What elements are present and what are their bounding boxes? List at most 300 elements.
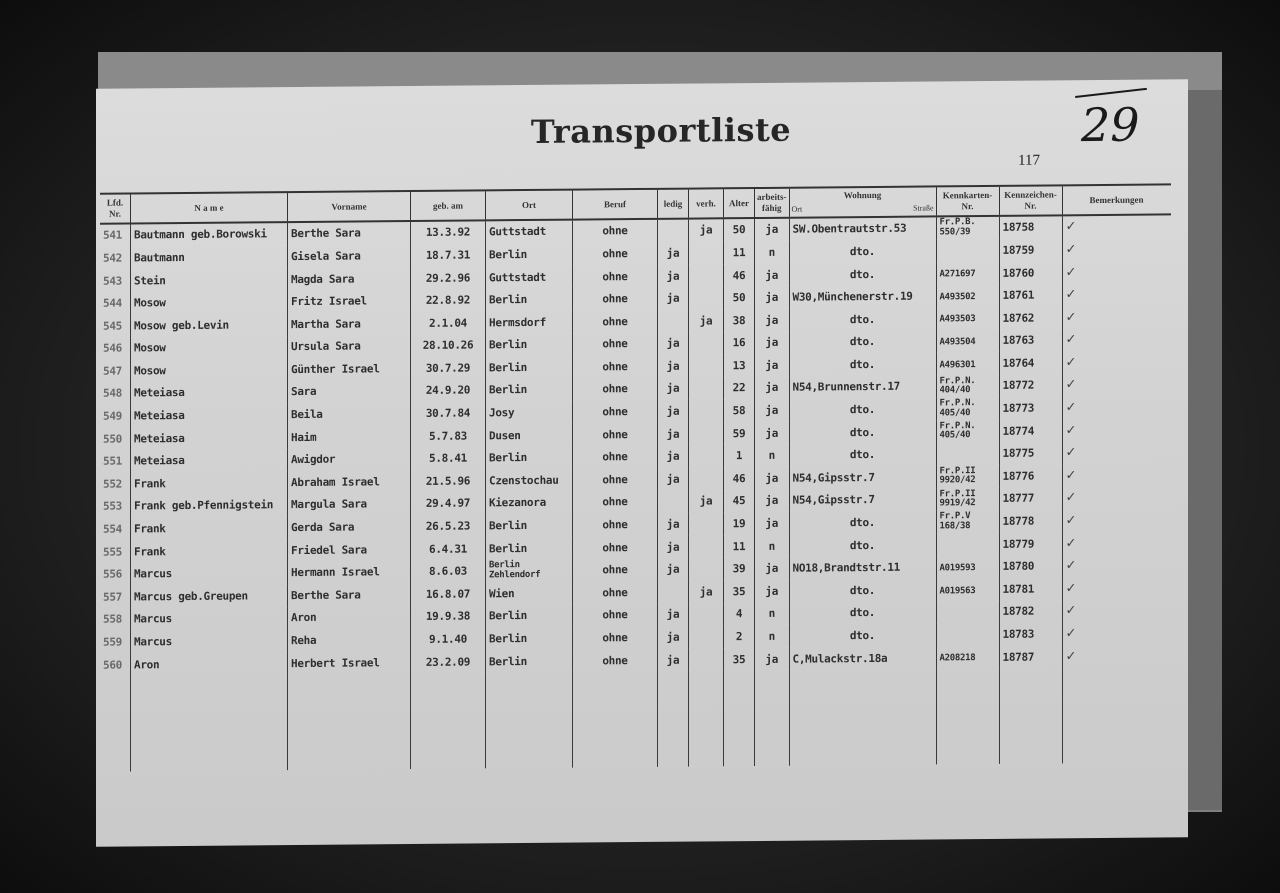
cell-alter-text: 38 (732, 313, 746, 327)
cell-verh-text: ja (699, 223, 713, 237)
cell-kennkarte (936, 442, 999, 465)
cell-arbeit-text: n (768, 245, 775, 259)
cell-kennkarte (936, 533, 999, 556)
blank-cell (100, 676, 131, 772)
cell-vorname (288, 357, 411, 381)
cell-verh (689, 400, 724, 423)
cell-beruf-text: ohne (602, 292, 628, 306)
cell-bem-text: ✓ (1065, 242, 1077, 258)
cell-wohnung (789, 307, 936, 331)
cell-wohnung-text: dto. (849, 425, 876, 439)
cell-vorname (288, 402, 411, 426)
cell-beruf (573, 581, 658, 604)
cell-ledig (658, 603, 689, 626)
cell-arbeit (755, 625, 790, 648)
cell-wohnung (789, 330, 936, 354)
cell-bem-text: ✓ (1065, 513, 1077, 529)
cell-kennzeichen (999, 532, 1062, 555)
cell-name (131, 358, 288, 382)
cell-geb (411, 515, 486, 538)
cell-alter (724, 603, 755, 626)
cell-bem (1062, 599, 1171, 623)
cell-name-text: Marcus geb.Greupen (134, 589, 248, 604)
cell-kennkarte (936, 397, 999, 420)
cell-alter-text: 50 (732, 223, 746, 237)
cell-kennzeichen (999, 374, 1062, 397)
cell-arbeit-text: ja (765, 336, 779, 350)
cell-nr-text: 554 (103, 522, 122, 536)
cell-bem-text: ✓ (1065, 422, 1077, 438)
cell-ort-text: Berlin (489, 632, 527, 646)
cell-arbeit (755, 535, 790, 558)
cell-vorname (288, 493, 411, 517)
cell-wohnung (789, 420, 936, 444)
cell-ledig (658, 400, 689, 423)
cell-alter-text: 35 (732, 652, 746, 666)
cell-ort (486, 219, 573, 243)
cell-ort (486, 536, 573, 559)
cell-arbeit (755, 648, 790, 671)
cell-ledig (658, 287, 689, 310)
cell-wohnung (789, 443, 936, 467)
cell-geb (411, 356, 486, 379)
cell-bem (1062, 350, 1171, 374)
cell-verh-text: ja (699, 314, 713, 328)
cell-name (131, 494, 288, 518)
cell-bem (1062, 644, 1171, 668)
cell-vorname-text: Gerda Sara (291, 520, 355, 535)
cell-verh (689, 287, 724, 310)
cell-ledig (658, 535, 689, 558)
col-header-ort: Ort (486, 190, 573, 220)
cell-wohnung (789, 285, 936, 309)
cell-nr (100, 563, 131, 586)
cell-geb-text: 30.7.84 (425, 406, 471, 420)
cell-arbeit (755, 241, 790, 264)
cell-geb-text: 19.9.38 (425, 609, 471, 624)
cell-arbeit-text: ja (765, 516, 779, 530)
cell-geb (411, 447, 486, 470)
cell-vorname-text: Fritz Israel (291, 294, 367, 309)
col-header-kennkarten: Kennkarten-Nr. (936, 186, 999, 216)
cell-geb-text: 13.3.92 (425, 225, 471, 240)
cell-vorname (288, 628, 411, 652)
cell-wohnung (789, 624, 936, 648)
cell-verh (689, 241, 724, 264)
cell-kennzeichen-text: 18773 (1002, 401, 1035, 415)
cell-kennzeichen (999, 397, 1062, 420)
cell-arbeit (755, 512, 790, 535)
blank-cell (789, 669, 936, 766)
cell-ledig (658, 648, 689, 671)
cell-arbeit-text: ja (765, 426, 779, 440)
cell-ort-text: Berlin (489, 293, 527, 307)
cell-alter-text: 58 (732, 404, 746, 418)
cell-ort-text: Hermsdorf (489, 315, 546, 330)
cell-wohnung (789, 511, 936, 535)
cell-ort-text: Berlin (489, 541, 527, 555)
cell-geb-text: 30.7.29 (425, 361, 471, 375)
cell-name (131, 539, 288, 563)
cell-wohnung (789, 375, 936, 399)
cell-alter (724, 512, 755, 535)
cell-alter (724, 332, 755, 355)
wohnung-ort-label: Ort (791, 204, 803, 215)
cell-ledig-text: ja (666, 608, 680, 622)
cell-alter (724, 264, 755, 287)
cell-alter (724, 377, 755, 400)
cell-wohnung-text: dto. (849, 606, 876, 620)
cell-ort (486, 401, 573, 424)
cell-kennkarte (936, 375, 999, 398)
cell-name-text: Mosow (134, 364, 166, 378)
cell-ledig-text: ja (666, 540, 680, 554)
cell-verh (689, 467, 724, 490)
cell-beruf (573, 491, 658, 514)
cell-geb-text: 16.8.07 (425, 587, 471, 601)
cell-ledig-text: ja (666, 562, 680, 577)
cell-kennzeichen (999, 261, 1062, 284)
cell-nr (100, 585, 131, 608)
cell-ledig-text: ja (666, 427, 680, 441)
transport-table (100, 183, 1171, 772)
cell-kennkarte (936, 215, 999, 239)
cell-alter-text: 22 (732, 381, 746, 395)
cell-kennzeichen-text: 18787 (1002, 650, 1035, 664)
cell-wohnung-text: dto. (849, 583, 876, 598)
cell-wohnung-text: N54,Brunnenstr.17 (792, 380, 900, 395)
cell-arbeit (755, 489, 790, 512)
cell-ledig (658, 242, 689, 265)
cell-verh (689, 377, 724, 400)
cell-kennzeichen (999, 442, 1062, 465)
cell-kennkarte-text: Fr.P.N. 405/40 (939, 420, 976, 441)
cell-nr (100, 540, 131, 563)
page-number: 117 (1018, 152, 1040, 169)
cell-beruf (573, 400, 658, 423)
cell-kennkarte (936, 465, 999, 488)
col-header-wohnung (789, 186, 936, 217)
cell-nr-text: 544 (103, 296, 122, 310)
cell-ort (486, 333, 573, 356)
cell-vorname-text: Berthe Sara (291, 588, 361, 602)
cell-kennkarte (936, 646, 999, 669)
cell-name-text: Stein (134, 273, 166, 287)
cell-geb (411, 311, 486, 334)
cell-nr (100, 247, 131, 270)
cell-name (131, 584, 288, 608)
cell-ledig-text: ja (666, 359, 680, 373)
cell-kennzeichen-text: 18778 (1002, 514, 1035, 528)
cell-alter (724, 580, 755, 603)
cell-beruf (573, 378, 658, 401)
col-header-arbeit: arbeits-fähig (755, 188, 790, 218)
cell-geb (411, 469, 486, 492)
cell-verh (689, 490, 724, 513)
col-header-kennzeichen: Kennzeichen-Nr. (999, 185, 1062, 215)
cell-ledig-text: ja (666, 291, 680, 305)
cell-vorname-text: Gisela Sara (291, 249, 361, 263)
cell-wohnung-text: NO18,Brandtstr.11 (792, 560, 900, 575)
cell-wohnung-text: W30,Münchenerstr.19 (792, 289, 913, 304)
cell-bem (1062, 238, 1171, 262)
cell-nr (100, 518, 131, 541)
cell-wohnung (789, 578, 936, 602)
cell-verh (689, 535, 724, 558)
cell-arbeit (755, 602, 790, 625)
cell-ort (486, 378, 573, 401)
cell-kennzeichen (999, 600, 1062, 623)
cell-ort-text: Wien (489, 586, 515, 601)
cell-bem-text: ✓ (1065, 264, 1077, 280)
cell-alter-text: 19 (732, 517, 746, 531)
cell-bem-text: ✓ (1065, 468, 1077, 484)
cell-kennkarte-text: Fr.P.B. 550/39 (939, 217, 976, 238)
cell-wohnung (789, 216, 936, 241)
table-blank-area (100, 667, 1171, 772)
cell-alter-text: 46 (732, 471, 746, 486)
cell-wohnung-text: SW.Obentrautstr.53 (792, 222, 907, 237)
cell-alter-text: 4 (735, 607, 743, 621)
cell-bem-text: ✓ (1065, 332, 1077, 348)
cell-vorname (288, 380, 411, 404)
cell-ledig (658, 422, 689, 445)
cell-nr (100, 223, 131, 247)
cell-wohnung-text: dto. (849, 335, 876, 349)
cell-vorname (288, 312, 411, 336)
col-header-beruf: Beruf (573, 189, 658, 219)
cell-wohnung (789, 353, 936, 377)
cell-bem (1062, 305, 1171, 329)
cell-arbeit (755, 422, 790, 445)
cell-name (131, 426, 288, 450)
cell-nr-text: 551 (103, 454, 122, 468)
cell-kennzeichen (999, 238, 1062, 261)
cell-bem-text: ✓ (1065, 377, 1077, 393)
cell-geb-text: 29.4.97 (425, 496, 471, 511)
cell-beruf (573, 242, 658, 265)
cell-nr (100, 269, 131, 292)
cell-wohnung-text: N54,Gipsstr.7 (792, 493, 875, 508)
cell-alter (724, 354, 755, 377)
cell-kennkarte-text: A493503 (939, 314, 976, 325)
cell-ort-text: Berlin (489, 451, 527, 465)
cell-name (131, 607, 288, 631)
cell-ledig-text: ja (666, 269, 680, 283)
cell-ort-text: Berlin (489, 609, 527, 623)
cell-wohnung-text: dto. (849, 628, 876, 643)
cell-nr (100, 314, 131, 337)
cell-ort-text: Guttstadt (489, 225, 546, 239)
cell-bem (1062, 328, 1171, 352)
cell-kennzeichen-text: 18759 (1002, 243, 1035, 257)
cell-bem-text: ✓ (1065, 490, 1077, 506)
cell-bem (1062, 373, 1171, 397)
cell-vorname-text: Reha (291, 633, 317, 648)
cell-kennzeichen-text: 18760 (1002, 266, 1035, 280)
cell-bem (1062, 396, 1171, 420)
cell-geb (411, 266, 486, 289)
cell-bem (1062, 441, 1171, 465)
cell-wohnung-text: dto. (849, 403, 876, 417)
document-page (96, 79, 1188, 847)
cell-kennzeichen (999, 215, 1062, 239)
cell-bem (1062, 418, 1171, 442)
cell-wohnung-text: C,Mulackstr.18a (792, 651, 888, 666)
cell-verh (689, 558, 724, 581)
cell-kennzeichen (999, 577, 1062, 600)
cell-bem (1062, 463, 1171, 487)
cell-ledig (658, 310, 689, 333)
cell-ort-text: Berlin (489, 383, 527, 397)
cell-vorname (288, 267, 411, 291)
cell-ort (486, 491, 573, 514)
cell-arbeit-text: ja (765, 358, 779, 372)
cell-geb (411, 492, 486, 515)
cell-arbeit (755, 467, 790, 490)
cell-kennkarte (936, 578, 999, 601)
blank-cell (724, 670, 755, 766)
cell-geb (411, 650, 486, 673)
cell-ort-text: Berlin Zehlendorf (489, 560, 541, 581)
cell-vorname (288, 425, 411, 449)
cell-bem-text: ✓ (1065, 445, 1077, 461)
cell-bem (1062, 260, 1171, 284)
cell-ort (486, 265, 573, 288)
cell-vorname-text: Margula Sara (291, 497, 367, 512)
cell-name (131, 313, 288, 337)
col-header-nr: Lfd. Nr. (100, 193, 131, 223)
cell-name-text: Marcus (134, 567, 172, 581)
cell-beruf-text: ohne (602, 608, 628, 622)
cell-beruf-text: ohne (602, 450, 628, 464)
cell-nr-text: 557 (103, 590, 122, 604)
cell-name (131, 268, 288, 292)
cell-geb-text: 21.5.96 (425, 474, 471, 488)
cell-name-text: Meteiasa (134, 409, 185, 423)
cell-geb (411, 243, 486, 266)
cell-wohnung-text: dto. (849, 448, 876, 462)
cell-kennkarte (936, 329, 999, 352)
col-header-ledig: ledig (658, 189, 689, 219)
cell-nr-text: 546 (103, 341, 122, 356)
cell-kennkarte (936, 555, 999, 578)
cell-arbeit (755, 286, 790, 309)
cell-beruf-text: ohne (602, 585, 628, 600)
cell-nr-text: 549 (103, 409, 122, 423)
cell-nr-text: 543 (103, 274, 122, 288)
cell-bem-text: ✓ (1065, 648, 1077, 664)
cell-nr (100, 427, 131, 450)
cell-ort (486, 288, 573, 311)
cell-kennkarte (936, 239, 999, 262)
cell-beruf-text: ohne (602, 563, 628, 577)
cell-kennzeichen (999, 306, 1062, 329)
cell-alter (724, 625, 755, 648)
cell-verh (689, 580, 724, 603)
cell-arbeit-text: n (768, 607, 775, 621)
cell-arbeit (755, 309, 790, 332)
cell-beruf-text: ohne (602, 518, 628, 532)
cell-nr-text: 552 (103, 477, 122, 491)
cell-beruf (573, 445, 658, 468)
cell-beruf (573, 332, 658, 355)
cell-name-text: Frank (134, 477, 166, 491)
blank-cell (1062, 667, 1171, 764)
cell-nr-text: 548 (103, 387, 122, 401)
cell-arbeit-text: ja (765, 584, 779, 598)
cell-ledig (658, 332, 689, 355)
cell-ort-text: Dusen (489, 428, 521, 443)
cell-kennzeichen (999, 555, 1062, 578)
cell-ort-text: Kiezanora (489, 496, 546, 510)
cell-kennkarte-text: Fr.P.V 168/38 (939, 511, 971, 531)
cell-name-text: Bautmann (134, 250, 185, 265)
cell-ort (486, 311, 573, 334)
cell-alter (724, 399, 755, 422)
cell-vorname (288, 651, 411, 675)
cell-kennkarte-text: Fr.P.N. 405/40 (939, 398, 976, 418)
cell-geb-text: 22.8.92 (425, 293, 471, 307)
cell-nr (100, 360, 131, 383)
cell-alter-text: 59 (732, 426, 746, 440)
cell-nr (100, 631, 131, 654)
cell-beruf (573, 558, 658, 581)
cell-ledig-text: ja (666, 472, 680, 486)
cell-nr-text: 541 (103, 228, 122, 243)
cell-arbeit-text: ja (765, 268, 779, 282)
cell-wohnung (789, 465, 936, 489)
cell-geb (411, 537, 486, 560)
cell-ledig (658, 218, 689, 242)
cell-vorname-text: Friedel Sara (291, 543, 367, 557)
cell-bem-text: ✓ (1065, 287, 1077, 303)
cell-verh-text: ja (699, 585, 713, 599)
cell-geb-text: 8.6.03 (429, 564, 467, 579)
cell-verh-text: ja (699, 494, 713, 508)
cell-wohnung-text: dto. (849, 516, 876, 530)
cell-wohnung-text: dto. (849, 538, 876, 552)
cell-name-text: Mosow (134, 296, 166, 310)
cell-wohnung (789, 533, 936, 557)
cell-arbeit-text: ja (765, 562, 779, 576)
cell-verh (689, 354, 724, 377)
cell-alter (724, 218, 755, 242)
cell-name-text: Meteiasa (134, 431, 185, 446)
cell-arbeit (755, 331, 790, 354)
cell-arbeit-text: ja (765, 381, 779, 395)
cell-alter (724, 422, 755, 445)
cell-alter-text: 13 (732, 358, 746, 373)
cell-arbeit-text: ja (765, 652, 779, 666)
cell-alter (724, 286, 755, 309)
cell-ort (486, 559, 573, 582)
document-title: Transportliste (530, 110, 792, 151)
cell-ledig-text: ja (666, 404, 680, 418)
cell-name (131, 222, 288, 247)
cell-ort-text: Josy (489, 406, 515, 420)
blank-cell (936, 668, 999, 765)
cell-vorname (288, 606, 411, 630)
cell-kennkarte-text: A019563 (939, 585, 976, 597)
col-header-vorname: Vorname (288, 191, 411, 222)
cell-vorname-text: Martha Sara (291, 317, 361, 331)
cell-kennzeichen-text: 18775 (1002, 446, 1035, 461)
cell-ort-text: Czenstochau (489, 473, 559, 488)
cell-bem (1062, 622, 1171, 646)
cell-kennzeichen-text: 18764 (1002, 356, 1035, 370)
cell-ort-text: Berlin (489, 654, 527, 668)
